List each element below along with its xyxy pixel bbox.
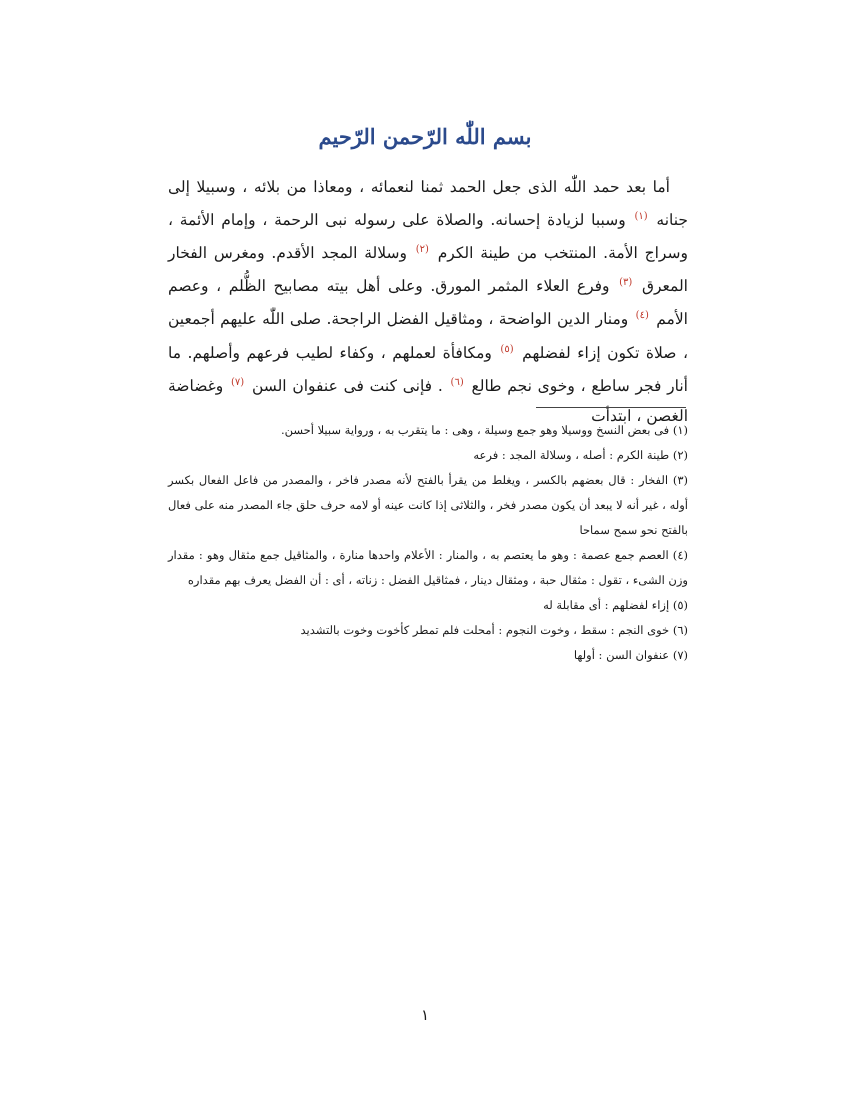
footnote-ref-2[interactable]: (٢): [415, 244, 429, 256]
footnote-7: (٧) عنفوان السن : أولها: [573, 648, 688, 662]
footnote-3: (٣) الفخار : قال بعضهم بالكسر ، ويغلط من يقرأ بالفتح لأنه مصدر فاخر ، والمصدر من فاعل الفعال بكسر أوله ، غير أنه لا يبعد أن يكون مصدر فخر ، والثلاثى إذا كانت عينه أو لامه حرف حلق جاء المصدر منه على فعال بالفتح نحو سمح سماحا: [168, 473, 688, 537]
page-number: ١: [420, 1006, 430, 1024]
body-text-3: وسلالة المجد الأقدم. ومغرس الفخار المعرق: [168, 244, 688, 296]
body-text-1: أما بعد حمد اللّٰه الذى جعل الحمد ثمنا لنعمائه ، ومعاذا من بلائه ، وسبيلا إلى جنانه: [168, 178, 688, 230]
body-text-7: . فإنى كنت فى عنفوان السن: [251, 376, 443, 395]
body-text-6: ومكافأة لعملهم ، وكفاء لطيب فرعهم وأصلهم. ما أنار فجر ساطع ، وخوى نجم طالع: [168, 343, 688, 395]
body-text-5: ومنار الدين الواضحة ، ومثاقيل الفضل الراجحة. صلى اللّٰه عليهم أجمعين ، صلاة تكون إزاء لفضلهم: [168, 310, 688, 362]
footnote-6: (٦) خوى النجم : سقط ، وخوت النجوم : أمحلت فلم تمطر كأخوت وخوت بالتشديد: [300, 623, 688, 637]
page-title: بسم اللّٰه الرّحمن الرّحيم: [318, 124, 532, 149]
footnote-1: (١) فى بعض النسخ ووسيلا وهو جمع وسيلة ، وهى : ما يتقرب به ، ورواية سبيلا أحسن.: [280, 423, 688, 437]
body-text-4: وفرع العلاء المثمر المورق. وعلى أهل بيته مصابيح الظُّلم ، وعصم الأمم: [168, 277, 688, 329]
footnote-divider: [536, 407, 686, 408]
body-text-8: وغضاضة الغصن ، ابتدأت: [168, 376, 688, 425]
footnote-ref-1[interactable]: (١): [634, 211, 648, 222]
footnotes-section: [168, 418, 688, 668]
footnote-2: (٢) طينة الكرم : أصله ، وسلالة المجد : فرعه: [473, 448, 688, 462]
footnote-5: (٥) إزاء لفضلهم : أى مقابلة له: [543, 598, 688, 612]
footnote-ref-6[interactable]: (٦): [450, 376, 464, 388]
footnote-ref-4[interactable]: (٤): [635, 310, 649, 322]
footnote-ref-5[interactable]: (٥): [500, 343, 514, 355]
main-paragraph: [168, 172, 688, 431]
footnote-ref-7[interactable]: (٧): [231, 376, 245, 388]
footnote-ref-3[interactable]: (٣): [619, 277, 633, 289]
body-text-2: وسببا لزيادة إحسانه. والصلاة على رسوله نبى الرحمة ، وإمام الأئمة ، وسراج الأمة. المنتخب من طينة الكرم: [168, 211, 688, 263]
footnote-4: (٤) العصم جمع عصمة : وهو ما يعتصم به ، والمنار : الأعلام واحدها منارة ، والمثاقيل جمع مثقال وهو : مقدار وزن الشىء ، تقول : مثقال حبة ، ومثقال دينار ، فمثاقيل الفضل : زناته ، أى : أن الفضل يعرف بهم مقداره: [168, 548, 688, 587]
